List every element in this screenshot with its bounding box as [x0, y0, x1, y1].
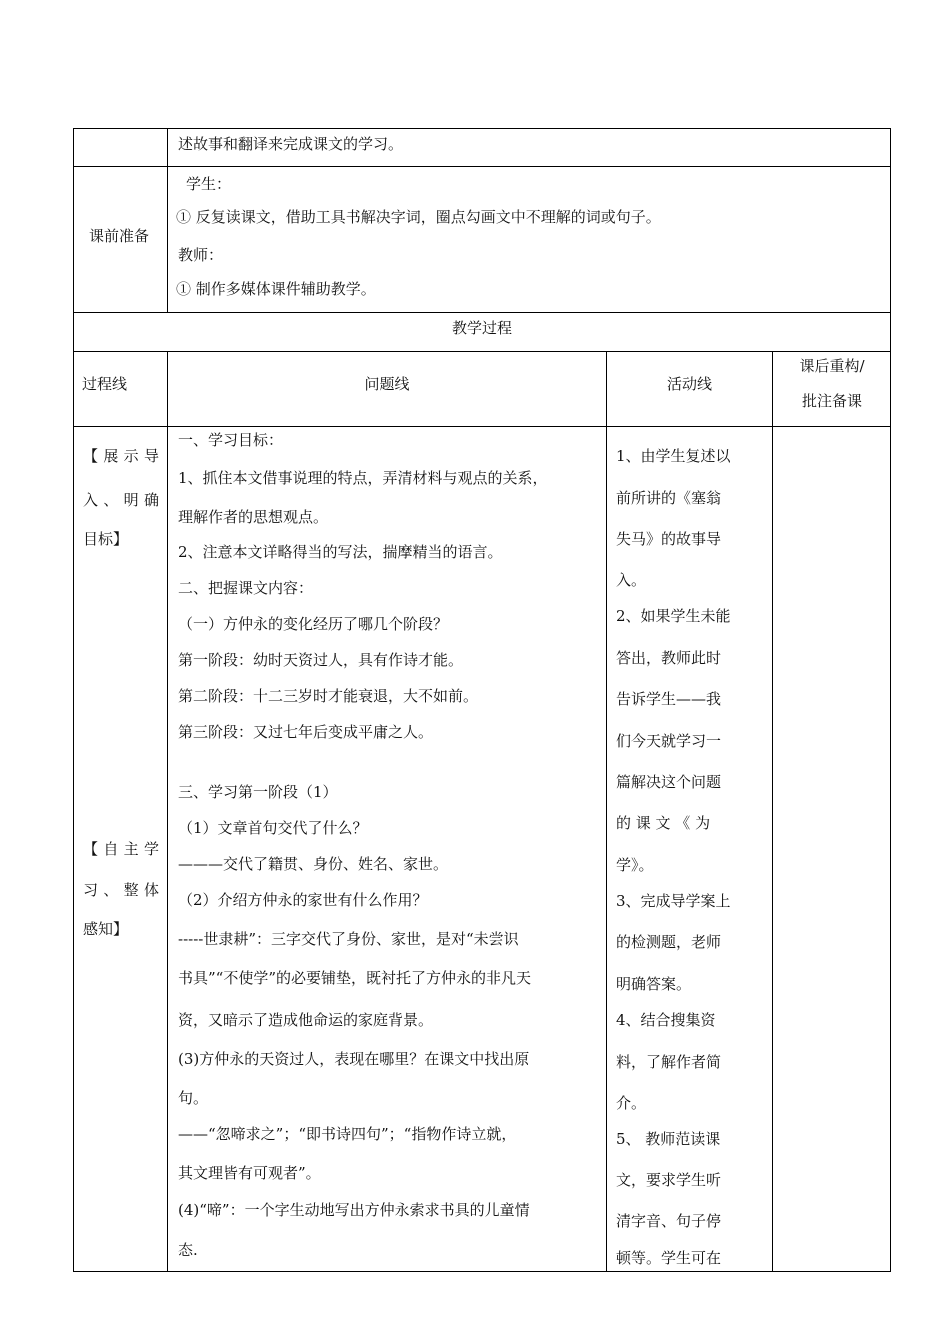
continuation-text: 述故事和翻译来完成课文的学习。 [178, 135, 404, 153]
header-question-line: 问题线 [364, 375, 410, 393]
question-line: 第二阶段：十二三岁时才能衰退，大不如前。 [178, 687, 479, 705]
stage-label: 感知】 [83, 920, 129, 938]
question-line: (4)“啼”：一个字生动地写出方仲永索求书具的儿童情 [178, 1201, 530, 1219]
header-activity-line: 活动线 [666, 375, 712, 393]
activity-line: 料，了解作者简 [616, 1053, 722, 1071]
question-line: -----世隶耕”：三字交代了身份、家世，是对“未尝识 [178, 930, 519, 948]
col-divider [167, 128, 168, 312]
col-divider [167, 351, 168, 1272]
prep-label: 课前准备 [89, 227, 150, 245]
process-title: 教学过程 [451, 319, 512, 337]
activity-line: 文，要求学生听 [616, 1171, 722, 1189]
activity-line: 1、由学生复述以 [616, 447, 731, 465]
prep-line: ① 反复读课文，借助工具书解决字词，圈点勾画文中不理解的词或句子。 [176, 208, 661, 226]
col-divider [606, 351, 607, 1272]
question-line: 二、把握课文内容： [178, 579, 314, 597]
prep-line: 教师： [178, 246, 224, 264]
question-line: 句。 [178, 1089, 209, 1107]
question-line: 2、注意本文详略得当的写法，揣摩精当的语言。 [178, 543, 503, 561]
activity-line: 入。 [616, 571, 647, 589]
activity-line: 清字音、句子停 [616, 1212, 722, 1230]
prep-line: 学生： [186, 175, 232, 193]
question-line: 第三阶段：又过七年后变成平庸之人。 [178, 723, 434, 741]
question-line: （1）文章首句交代了什么？ [178, 819, 368, 837]
question-line: 理解作者的思想观点。 [178, 508, 329, 526]
question-line: ——“忽啼求之”；“即书诗四句”；“指物作诗立就， [178, 1125, 517, 1143]
question-line: 一、学习目标： [178, 431, 284, 449]
row-divider [73, 166, 891, 167]
question-line: (3)方仲永的天资过人，表现在哪里？在课文中找出原 [178, 1050, 530, 1068]
activity-line: 3、完成导学案上 [616, 892, 731, 910]
question-line: 三、学习第一阶段（1） [178, 783, 338, 801]
stage-label: 习、整体 [83, 881, 159, 899]
activity-line: 学》。 [616, 856, 654, 874]
stage-label: 入、明确 [83, 491, 159, 509]
question-line: 书具”“不使学”的必要铺垫，既衬托了方仲永的非凡天 [178, 969, 532, 987]
activity-line: 答出，教师此时 [616, 649, 722, 667]
question-line: ———交代了籍贯、身份、姓名、家世。 [178, 855, 449, 873]
row-divider [73, 351, 891, 352]
question-line: （一）方仲永的变化经历了哪几个阶段？ [178, 615, 449, 633]
notes-cell [773, 427, 890, 1271]
question-line: 1、抓住本文借事说理的特点，弄清材料与观点的关系， [178, 469, 548, 487]
stage-label: 目标】 [83, 530, 129, 548]
activity-line: 2、如果学生未能 [616, 607, 731, 625]
question-line: 第一阶段：幼时天资过人，具有作诗才能。 [178, 651, 464, 669]
activity-line: 们今天就学习一 [616, 732, 722, 750]
stage-label: 【自主学 [83, 840, 159, 858]
prep-line: ① 制作多媒体课件辅助教学。 [176, 280, 376, 298]
row-divider [73, 312, 891, 313]
question-line: （2）介绍方仲永的家世有什么作用？ [178, 891, 428, 909]
activity-line: 篇解决这个问题 [616, 773, 722, 791]
header-notes-line1: 课后重构/ [799, 357, 865, 375]
question-line: 资，又暗示了造成他命运的家庭背景。 [178, 1011, 434, 1029]
activity-line: 的检测题，老师 [616, 933, 722, 951]
activity-line: 明确答案。 [616, 975, 692, 993]
activity-line: 5、 教师范读课 [616, 1130, 721, 1148]
header-process-line: 过程线 [82, 375, 128, 393]
row-divider [73, 426, 891, 427]
activity-line: 4、结合搜集资 [616, 1011, 716, 1029]
question-line: 其文理皆有可观者”。 [178, 1164, 321, 1182]
stage-label: 【展示导 [83, 447, 159, 465]
activity-line: 顿等。学生可在 [616, 1249, 722, 1267]
question-line: 态. [178, 1241, 198, 1259]
activity-line: 失马》的故事导 [616, 530, 722, 548]
header-notes-line2: 批注备课 [801, 392, 862, 410]
activity-line: 前所讲的《塞翁 [616, 489, 722, 507]
activity-line: 介。 [616, 1094, 647, 1112]
activity-line: 告诉学生——我 [616, 690, 722, 708]
activity-line: 的 课 文 《 为 [616, 814, 711, 832]
